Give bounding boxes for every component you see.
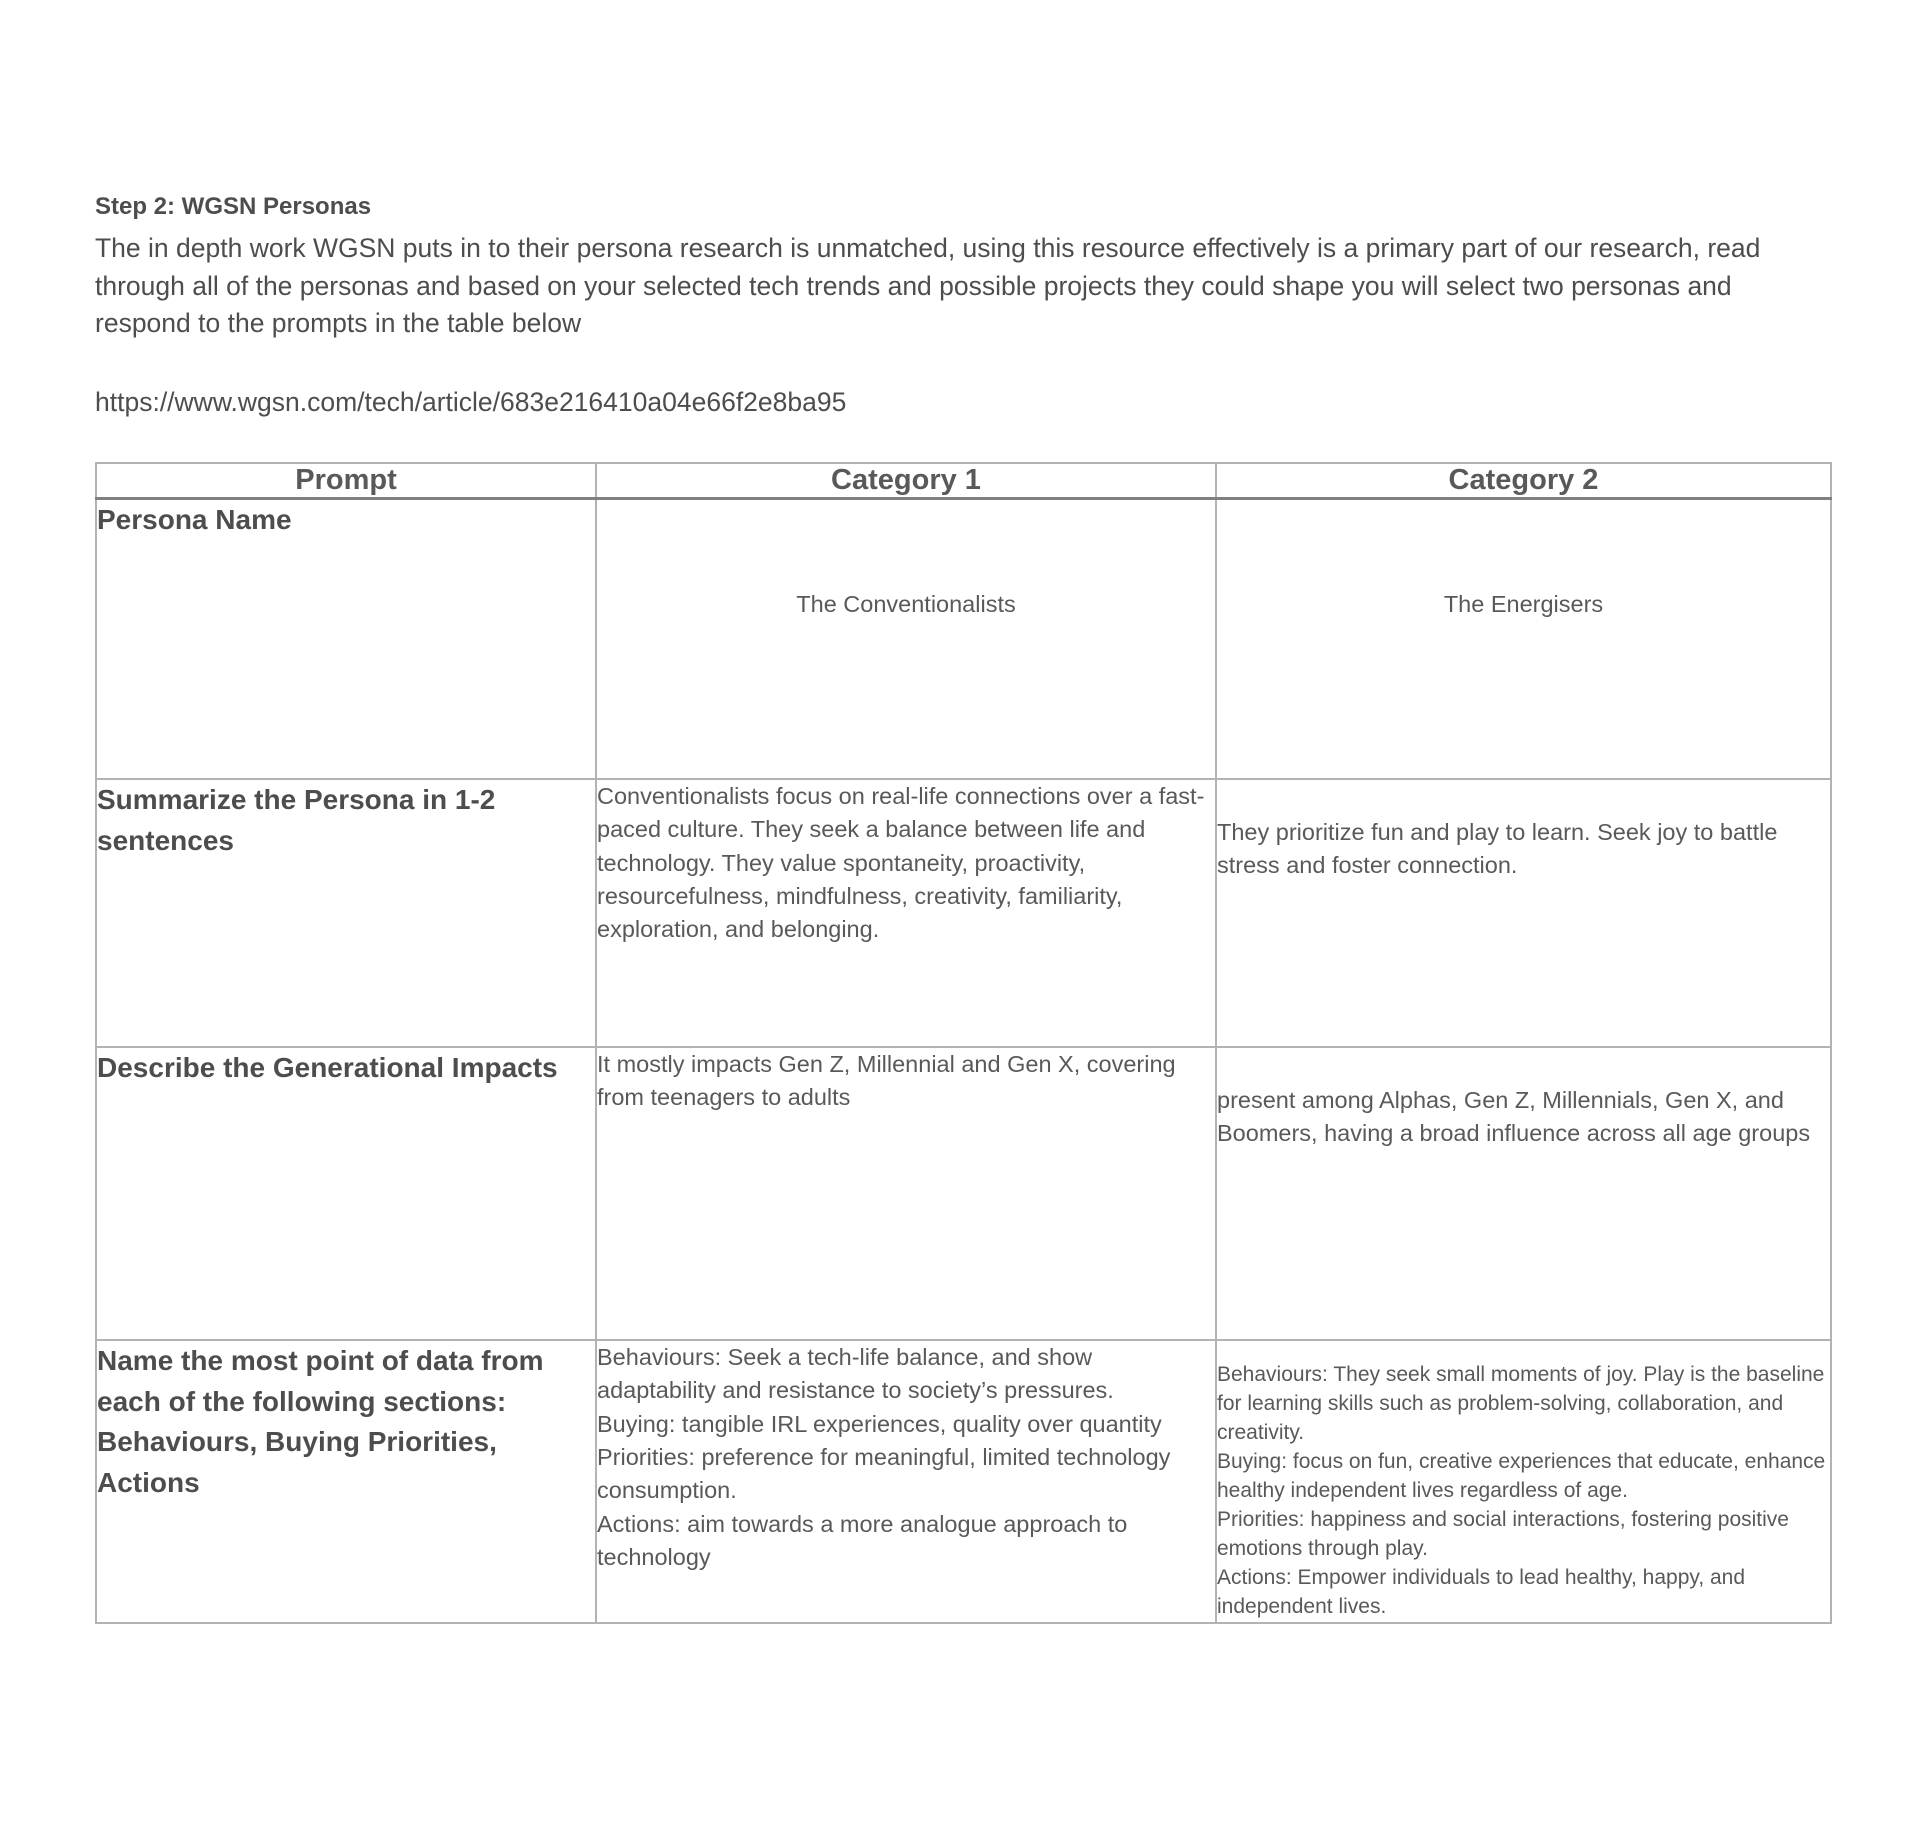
cell-generational-impacts-category-2: present among Alphas, Gen Z, Millennials, Gen X, and Boomers, having a broad influence across all age groups [1216, 1047, 1831, 1340]
page-title: Step 2: WGSN Personas [95, 193, 372, 220]
buying-line: Buying: tangible IRL experiences, quality over quantity [597, 1410, 1162, 1437]
table-row [96, 498, 1831, 779]
source-link[interactable]: https://www.wgsn.com/tech/article/683e216410a04e66f2e8ba95 [95, 386, 847, 417]
actions-line: Actions: Empower individuals to lead healthy, happy, and independent lives. [1217, 1565, 1746, 1618]
table-row [96, 1047, 1831, 1340]
persona-table [95, 462, 1832, 1624]
row-prompt-summary: Summarize the Persona in 1-2 sentences [96, 779, 596, 1047]
cell-key-data-points-category-1 [596, 1340, 1216, 1623]
priorities-line: Priorities: preference for meaningful, limited technology consumption. [597, 1444, 1171, 1504]
cell-persona-name-category-2: The Energisers [1216, 498, 1831, 779]
priorities-line: Priorities: happiness and social interactions, fostering positive emotions through play. [1217, 1507, 1789, 1560]
intro-block [95, 190, 1810, 343]
cell-persona-name-category-1: The Conventionalists [596, 498, 1216, 779]
table-row [96, 1340, 1831, 1623]
behaviours-line: Behaviours: They seek small moments of joy. Play is the baseline for learning skills such as problem-solving, collaboration, and creativity. [1217, 1362, 1825, 1444]
column-header-category-1: Category 1 [596, 463, 1216, 499]
cell-key-data-points-category-2 [1216, 1340, 1831, 1623]
row-prompt-key-data-points: Name the most point of data from each of the following sections: Behaviours, Buying Priorities, Actions [96, 1340, 596, 1623]
column-header-prompt: Prompt [96, 463, 596, 499]
table-row [96, 779, 1831, 1047]
cell-summary-category-2: They prioritize fun and play to learn. Seek joy to battle stress and foster connection. [1216, 779, 1831, 1047]
behaviours-line: Behaviours: Seek a tech-life balance, and show adaptability and resistance to society’s pressures. [597, 1343, 1114, 1404]
actions-line: Actions: aim towards a more analogue approach to technology [597, 1510, 1128, 1571]
row-prompt-generational-impacts: Describe the Generational Impacts [96, 1047, 596, 1340]
row-prompt-persona-name: Persona Name [96, 498, 596, 779]
cell-summary-category-1: Conventionalists focus on real-life connections over a fast-paced culture. They seek a balance between life and technology. They value spontaneity, proactivity, resourcefulness, mindfulness, creativity, familiarity, exploration, and belonging. [596, 779, 1216, 1047]
buying-line: Buying: focus on fun, creative experiences that educate, enhance healthy independent lives regardless of age. [1217, 1449, 1826, 1502]
intro-paragraph: The in depth work WGSN puts in to their persona research is unmatched, using this resource effectively is a primary part of our research, read through all of the personas and based on your selected tech trends and possible projects they could shape you will select two personas and respond to the prompts in the table below [95, 233, 1761, 339]
column-header-category-2: Category 2 [1216, 463, 1831, 499]
table-header-row [96, 463, 1831, 499]
cell-generational-impacts-category-1: It mostly impacts Gen Z, Millennial and Gen X, covering from teenagers to adults [596, 1047, 1216, 1340]
